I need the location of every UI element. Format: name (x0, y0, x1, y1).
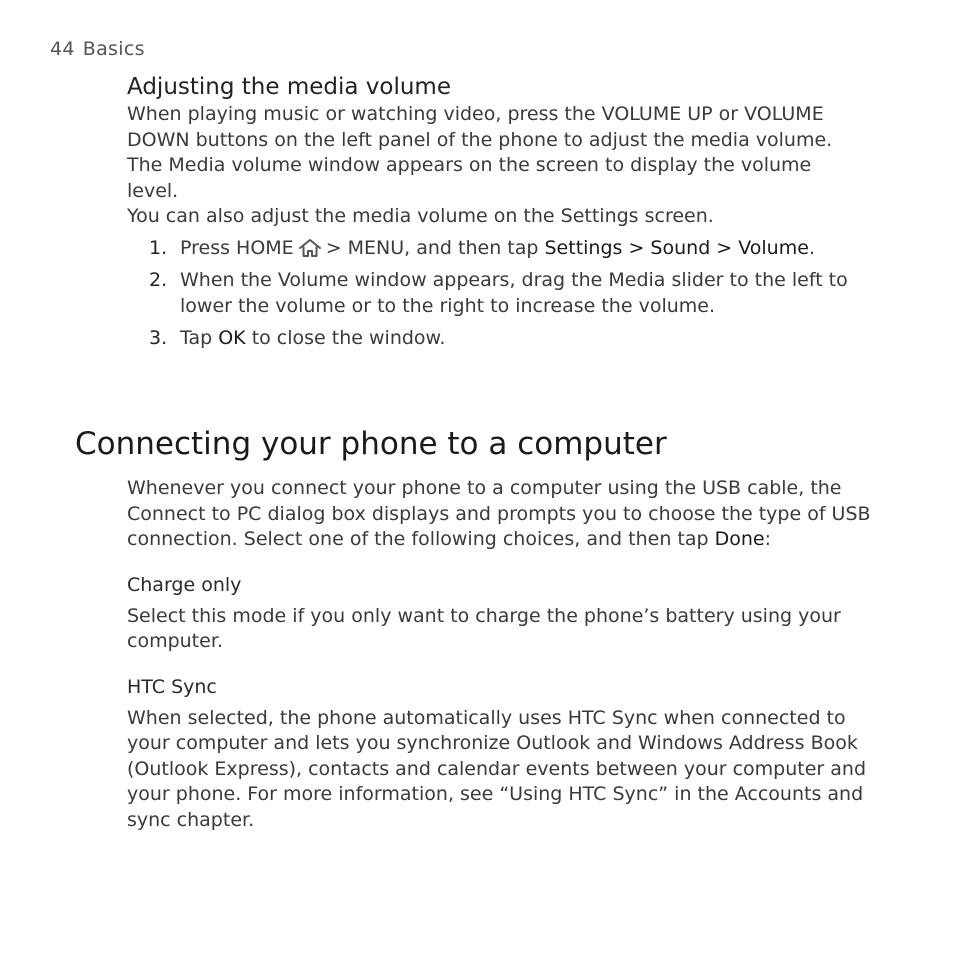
option-heading-charge-only: Charge only (127, 573, 242, 596)
connecting-intro (127, 476, 872, 553)
step-number: 3. (149, 327, 168, 349)
option-description-charge-only: Select this mode if you only want to charge the phone’s battery using your computer. (127, 604, 841, 652)
option-heading-htc-sync: HTC Sync (127, 675, 217, 698)
ok-term: OK (218, 327, 246, 349)
media-volume-section (127, 72, 867, 359)
home-icon (298, 238, 322, 258)
step-2 (127, 268, 867, 319)
step-text: Press HOME (180, 236, 294, 259)
step-1 (127, 236, 867, 262)
section-name: Basics (82, 38, 145, 60)
step-number: 2. (149, 269, 168, 291)
step-text: Tap (180, 327, 213, 349)
step-text: . (808, 236, 815, 259)
steps-list (127, 236, 867, 352)
media-volume-intro: When playing music or watching video, press the VOLUME UP or VOLUME DOWN buttons on the left panel of the phone to adjust the media volume. The Media volume window appears on the screen to display the volume level. (127, 103, 833, 202)
connecting-heading: Connecting your phone to a computer (75, 426, 667, 462)
intro-text: Whenever you connect your phone to a computer using the USB cable, the Connect to PC dialog box displays and prompts you to choose the type of USB connection. Select one of the following choices, and then tap (127, 477, 871, 550)
step-number: 1. (149, 236, 168, 259)
option-description-htc-sync: When selected, the phone automatically uses HTC Sync when connected to your computer and lets you synchronize Outlook and Windows Address Book (Outlook Express), contacts and calendar events between your computer and your phone. For more information, see “Using HTC Sync” in the Accounts and sync chapter. (127, 706, 867, 831)
step-text: > MENU, and then tap (325, 236, 539, 259)
settings-path-term: Settings > Sound > Volume (544, 236, 809, 259)
step-text: to close the window. (251, 327, 446, 349)
connecting-section (127, 476, 872, 833)
settings-note: You can also adjust the media volume on the Settings screen. (127, 205, 714, 227)
media-volume-heading: Adjusting the media volume (127, 74, 451, 100)
intro-end: : (764, 528, 772, 550)
step-3 (127, 326, 867, 352)
page-number: 44 (50, 38, 75, 60)
running-header (50, 38, 145, 60)
done-term: Done (714, 528, 765, 550)
step-text: When the Volume window appears, drag the Media slider to the left to lower the volume or to the right to increase the volume. (180, 269, 848, 317)
